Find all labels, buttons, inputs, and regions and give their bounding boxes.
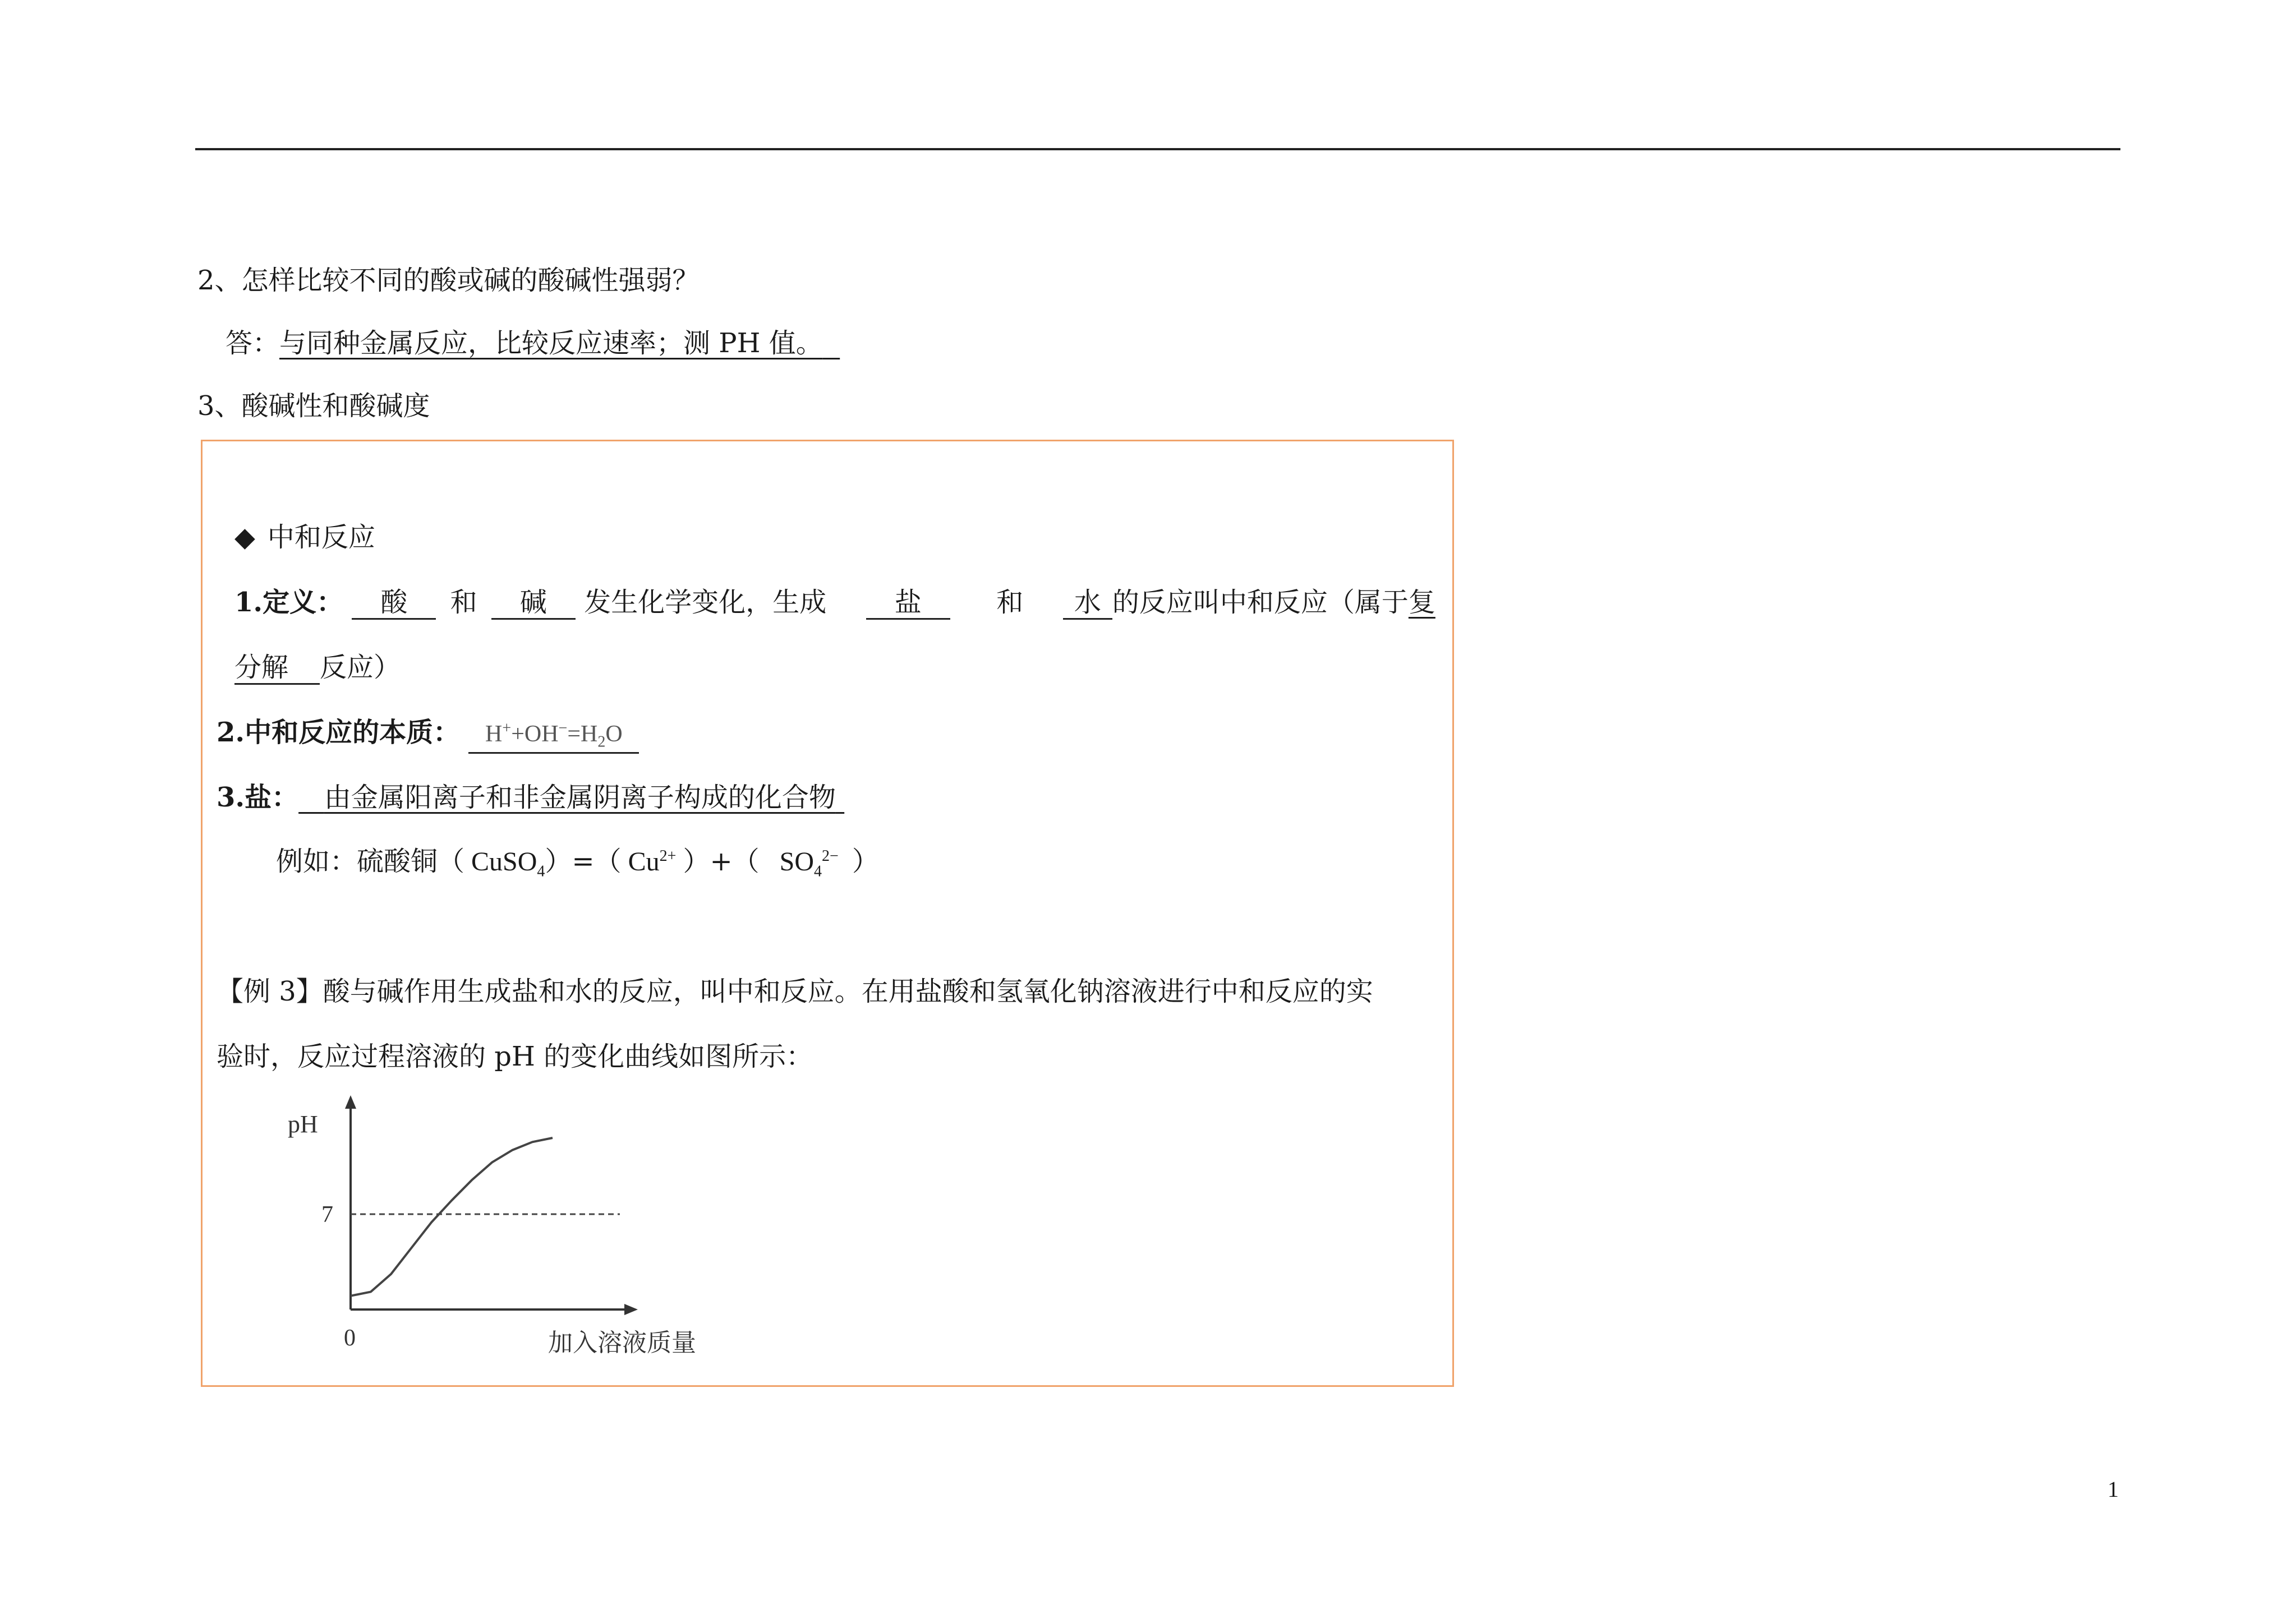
x-axis-label: 加入溶液质量: [548, 1329, 696, 1357]
heading-text: 中和反应: [267, 522, 375, 553]
def-label: 1.定义：: [234, 587, 344, 618]
and-1: 和: [450, 587, 477, 618]
question-2: 2、怎样比较不同的酸或碱的酸碱性强弱？: [197, 265, 700, 296]
def-text-3: 反应）: [320, 652, 401, 683]
example-line: 例如：硫酸铜（ CuSO$_4$）=（ $Cu^{2+}$ ）+（ $SO_4^{2-}$ ）: [276, 846, 879, 880]
essence-line: [217, 719, 639, 754]
definition-line: [234, 589, 1435, 620]
answer-text: 与同种金属反应，比较反应速率；测 PH 值。: [279, 328, 823, 359]
example-3-line-1: 【例 3】酸与碱作用生成盐和水的反应，叫中和反应。在用盐酸和氢氧化钠溶液进行中和反应的实: [217, 976, 1373, 1007]
blank-acid: 酸: [352, 589, 436, 620]
definition-line-2: [234, 654, 401, 685]
and-2: 和: [996, 587, 1024, 618]
y-axis-arrow: [345, 1095, 356, 1109]
ph-curve: [351, 1138, 553, 1296]
salt-label: 3.盐：: [217, 782, 299, 813]
answer-label: 答：: [226, 328, 280, 359]
x-axis-arrow: [624, 1304, 638, 1315]
page-number: 1: [2108, 1477, 2119, 1502]
def-text-1: 发生化学变化，生成: [584, 587, 827, 618]
blank-water: 水: [1063, 589, 1112, 620]
blank-salt: 盐: [866, 589, 950, 620]
origin-label: 0: [344, 1325, 356, 1351]
question-3: 3、酸碱性和酸碱度: [197, 390, 430, 422]
ph-7-tick-label: 7: [321, 1202, 333, 1228]
diamond-icon: ◆: [234, 522, 255, 553]
blank-base: 碱: [491, 589, 576, 620]
salt-definition: 由金属阳离子和非金属阴离子构成的化合物: [324, 782, 836, 813]
y-axis-label: pH: [288, 1110, 318, 1138]
answer-2: [226, 330, 840, 357]
example-3-line-2: 验时，反应过程溶液的 pH 的变化曲线如图所示：: [217, 1041, 813, 1072]
def-text-2: 的反应叫中和反应（属于: [1112, 587, 1409, 618]
section-heading: [234, 524, 375, 551]
header-rule: [195, 148, 2120, 150]
ph-chart: [269, 1088, 774, 1380]
blank-double-2: 分解: [234, 654, 320, 685]
essence-equation: $H^++OH^-=H_2O$: [468, 721, 639, 754]
essence-label: 2.中和反应的本质：: [217, 717, 461, 748]
salt-line: [217, 784, 844, 811]
blank-double-1: 复: [1408, 587, 1435, 618]
